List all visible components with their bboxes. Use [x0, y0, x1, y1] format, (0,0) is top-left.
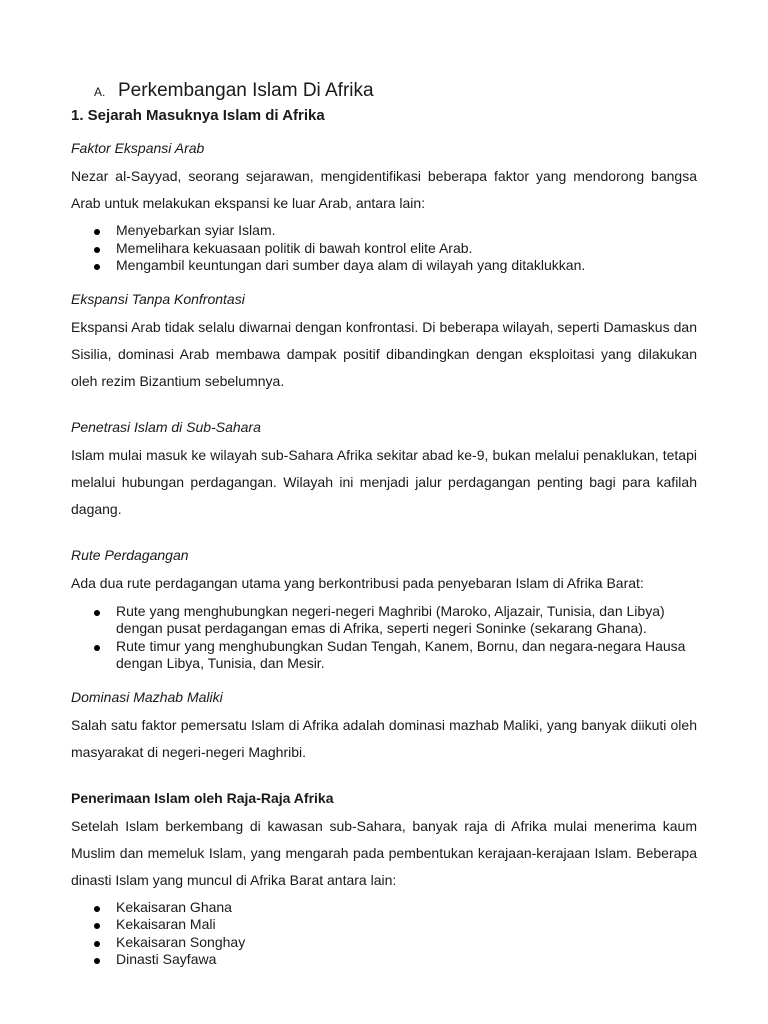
list-item [116, 951, 697, 969]
bullet-list-rute [71, 603, 697, 673]
list-item [116, 240, 697, 258]
heading-penerimaan-islam: Penerimaan Islam oleh Raja-Raja Afrika [71, 789, 334, 806]
list-item-text: Kekaisaran Songhay [116, 933, 246, 950]
section-subtitle: 1. Sejarah Masuknya Islam di Afrika [71, 107, 325, 124]
list-item [116, 257, 697, 275]
paragraph-penerimaan-islam: Setelah Islam berkembang di kawasan sub-Sahara, banyak raja di Afrika mulai menerima kaum Muslim dan memeluk Islam, yang mengarah pada pembentukan kerajaan-kerajaan Islam. Beberapa dinasti Islam yang muncul di Afrika Barat antara lain: [71, 817, 697, 888]
list-item-text: Mengambil keuntungan dari sumber daya alam di wilayah yang ditaklukkan. [116, 257, 586, 273]
paragraph-faktor-ekspansi: Nezar al-Sayyad, seorang sejarawan, mengidentifikasi beberapa faktor yang mendorong bangsa Arab untuk melakukan ekspansi ke luar Arab, antara lain: [71, 168, 697, 211]
heading-dominasi-mazhab-maliki: Dominasi Mazhab Maliki [71, 688, 223, 705]
bullet-icon [94, 610, 100, 616]
list-item [116, 222, 697, 240]
title-marker: A. [94, 85, 106, 99]
paragraph-penetrasi-sub-sahara: Islam mulai masuk ke wilayah sub-Sahara Afrika sekitar abad ke-9, bukan melalui penaklukan, tetapi melalui hubungan perdagangan. Wilayah ini menjadi jalur perdagangan penting bagi para kafilah dagang. [71, 446, 697, 517]
bullet-list-faktor [71, 222, 697, 275]
list-item-text: Kekaisaran Mali [116, 916, 216, 932]
heading-faktor-ekspansi: Faktor Ekspansi Arab [71, 140, 205, 156]
bullet-icon [94, 923, 100, 929]
heading-ekspansi-tanpa-konfrontasi: Ekspansi Tanpa Konfrontasi [71, 290, 245, 307]
title-text: Perkembangan Islam Di Afrika [118, 80, 374, 101]
heading-penetrasi-sub-sahara: Penetrasi Islam di Sub-Sahara [71, 418, 261, 435]
bullet-icon [94, 645, 100, 651]
bullet-icon [94, 229, 100, 235]
document-page [71, 80, 697, 969]
document-title [94, 80, 697, 106]
bullet-list-dinasti [71, 899, 697, 969]
bullet-icon [94, 264, 100, 270]
paragraph-ekspansi-tanpa-konfrontasi: Ekspansi Arab tidak selalu diwarnai dengan konfrontasi. Di beberapa wilayah, seperti Damaskus dan Sisilia, dominasi Arab membawa dampak positif dibandingkan dengan eksploitasi yang dilakukan oleh rezim Bizantium sebelumnya. [71, 318, 697, 389]
paragraph-dominasi-mazhab-maliki: Salah satu faktor pemersatu Islam di Afrika adalah dominasi mazhab Maliki, yang banyak diikuti oleh masyarakat di negeri-negeri Maghribi. [71, 716, 697, 760]
list-item [116, 603, 697, 638]
list-item-text: Menyebarkan syiar Islam. [116, 222, 276, 238]
list-item [116, 899, 697, 917]
paragraph-rute-perdagangan: Ada dua rute perdagangan utama yang berkontribusi pada penyebaran Islam di Afrika Barat: [71, 574, 644, 591]
list-item [116, 638, 697, 673]
heading-rute-perdagangan: Rute Perdagangan [71, 546, 189, 563]
list-item-text: Memelihara kekuasaan politik di bawah kontrol elite Arab. [116, 239, 473, 256]
bullet-icon [94, 906, 100, 912]
list-item [116, 934, 697, 952]
list-item-text: Kekaisaran Ghana [116, 898, 232, 915]
list-item-text: Rute timur yang menghubungkan Sudan Tengah, Kanem, Bornu, dan negara-negara Hausa dengan Libya, Tunisia, dan Mesir. [116, 637, 686, 671]
list-item [116, 916, 697, 934]
list-item-text: Rute yang menghubungkan negeri-negeri Maghribi (Maroko, Aljazair, Tunisia, dan Libya) dengan pusat perdagangan emas di Afrika, seperti negeri Soninke (sekarang Ghana). [116, 602, 665, 636]
bullet-icon [94, 247, 100, 253]
bullet-icon [94, 958, 100, 964]
bullet-icon [94, 941, 100, 947]
list-item-text: Dinasti Sayfawa [116, 951, 217, 967]
